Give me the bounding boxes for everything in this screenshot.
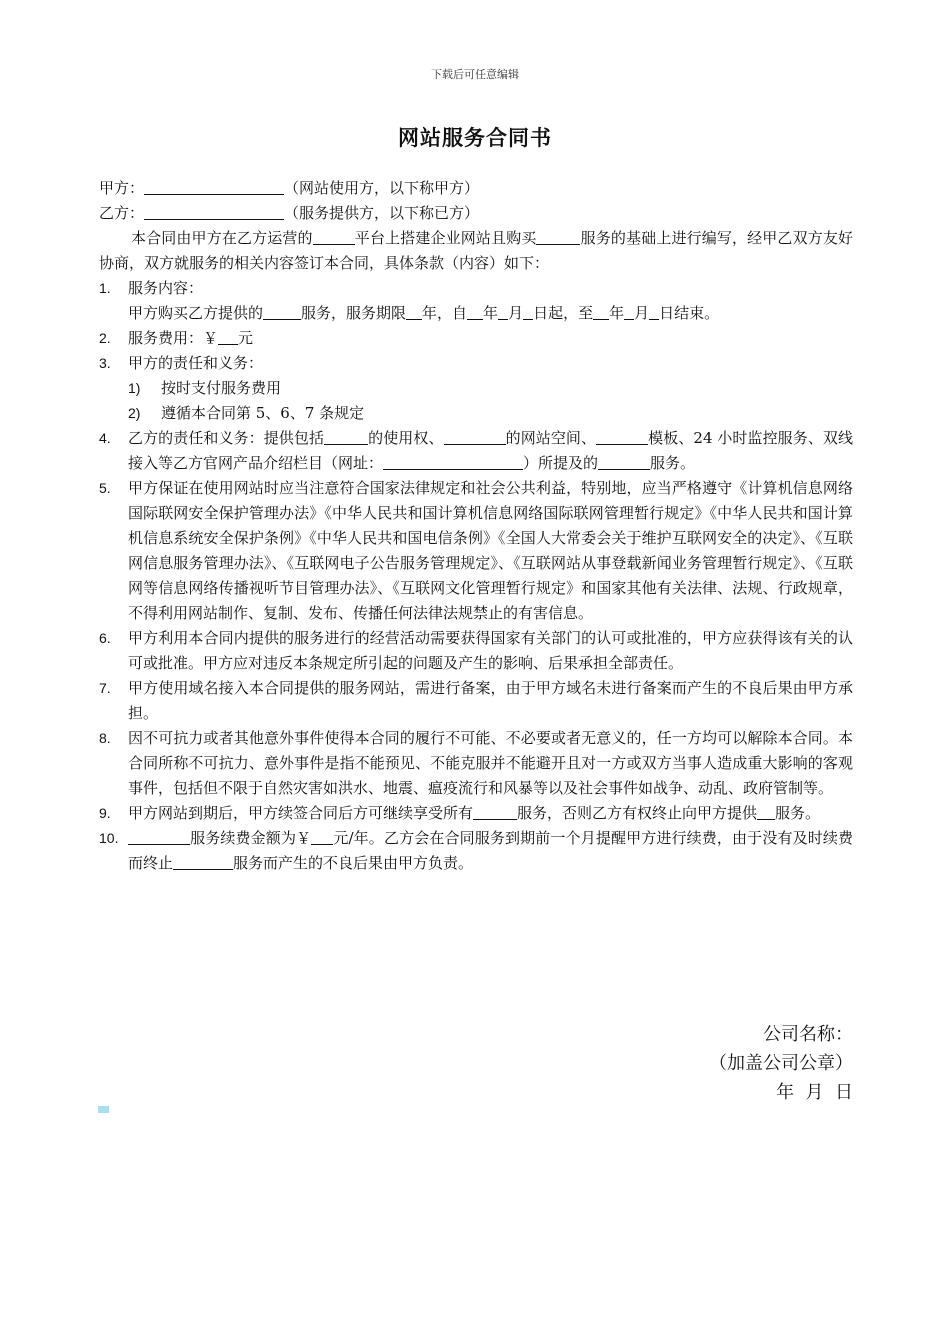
clause-2-text: 服务费用：￥ bbox=[128, 329, 219, 347]
clause-10-text: 服务续费金额为￥ bbox=[190, 829, 312, 847]
url-blank bbox=[383, 453, 523, 470]
clause-4-text: 的使用权、 bbox=[368, 429, 444, 447]
clause-9 bbox=[99, 801, 853, 826]
clause-3 bbox=[99, 351, 853, 376]
clause-4-text: 模板、24 小时监控服务、双线接入等乙方官网产品介绍栏目（网址： bbox=[128, 429, 853, 472]
blank bbox=[473, 803, 517, 820]
clause-5-text: 甲方保证在使用网站时应当注意符合国家法律规定和社会公共利益，特别地，应当严格遵守《计算机信息网络国际联网安全保护管理办法》《中华人民共和国计算机信息网络国际联网管理暂行规定》《中华人民共和国计算机信息系统安全保护条例》《中华人民共和国电信条例》《全国人大常委会关于维护互联网安全的决定》、《互联网信息服务管理办法》、《互联网电子公告服务管理规定》、《互联网站从事登载新闻业务管理暂行规定》、《互联网等信息网络传播视听节目管理办法》、《互联网文化管理暂行规定》和国家其他有关法律、法规、行政规章，不得利用网站制作、复制、发布、传播任何法律法规禁止的有害信息。 bbox=[128, 479, 853, 622]
fee-blank bbox=[218, 328, 238, 345]
clause-10-text: 元/年。乙方会在合同服务到期前一个月提醒甲方进行续费，由于没有及时续费而终止 bbox=[128, 829, 853, 872]
clause-9-text: 甲方网站到期后，甲方续签合同后方可继续享受所有 bbox=[128, 804, 474, 822]
clause-6-text: 甲方利用本合同内提供的服务进行的经营活动需要获得国家有关部门的认可或批准的，甲方应获得该有关的认可或批准。甲方应对违反本条规定所引起的问题及产生的影响、后果承担全部责任。 bbox=[128, 629, 853, 672]
party-b-blank bbox=[144, 203, 284, 220]
cursor-marker bbox=[98, 1106, 109, 1113]
clause-8 bbox=[99, 726, 853, 801]
clause-7 bbox=[99, 676, 853, 726]
party-b-line bbox=[99, 201, 853, 226]
party-a-label: 甲方： bbox=[99, 179, 145, 197]
clause-1-text: 月 bbox=[508, 304, 524, 322]
intro-text-3: 服务的基础上进行编写，经甲乙双方友好协商，双方就服务的相关内容签订本合同，具体条款（内容）如下： bbox=[99, 229, 853, 272]
sub-text: 按时支付服务费用 bbox=[161, 379, 282, 397]
clause-3-sub-1 bbox=[99, 376, 853, 401]
clause-1-text: 日起，至 bbox=[533, 304, 594, 322]
blank bbox=[498, 303, 508, 320]
contract-body bbox=[99, 176, 853, 876]
clause-4-text: 服务。 bbox=[650, 454, 696, 472]
clause-4 bbox=[99, 426, 853, 476]
clause-2 bbox=[99, 326, 853, 351]
clause-5 bbox=[99, 476, 853, 626]
blank bbox=[324, 428, 368, 445]
clause-number: 7. bbox=[99, 680, 111, 696]
clause-1-body bbox=[128, 301, 853, 326]
blank bbox=[467, 303, 483, 320]
sub-text: 遵循本合同第 5、6、7 条规定 bbox=[161, 404, 365, 422]
clause-number: 4. bbox=[99, 430, 111, 446]
blank bbox=[263, 303, 301, 320]
blank bbox=[444, 428, 506, 445]
party-a-line bbox=[99, 176, 853, 201]
blank bbox=[406, 303, 422, 320]
clause-number: 1. bbox=[99, 280, 111, 296]
clause-number: 9. bbox=[99, 805, 111, 821]
blank bbox=[523, 303, 533, 320]
clause-1-text: 甲方购买乙方提供的 bbox=[128, 304, 264, 322]
clause-1-text: 年，自 bbox=[422, 304, 468, 322]
clause-number: 8. bbox=[99, 730, 111, 746]
clause-number: 3. bbox=[99, 355, 111, 371]
clause-1-text: 年 bbox=[483, 304, 499, 322]
sub-number: 1) bbox=[128, 380, 141, 396]
company-name-label: 公司名称： bbox=[763, 1024, 853, 1045]
clause-1-title: 服务内容： bbox=[128, 279, 204, 297]
company-seal-label: （加盖公司公章） bbox=[709, 1053, 853, 1074]
clause-4-text: ）所提及的 bbox=[523, 454, 599, 472]
clause-9-text: 服务，否则乙方有权终止向甲方提供 bbox=[517, 804, 758, 822]
intro-text-2: 平台上搭建企业网站且购买 bbox=[354, 229, 537, 247]
blank bbox=[757, 803, 775, 820]
sub-number: 2) bbox=[128, 405, 141, 421]
clause-10-text: 服务而产生的不良后果由甲方负责。 bbox=[233, 854, 474, 872]
party-b-note: （服务提供方，以下称已方） bbox=[284, 204, 480, 222]
party-b-label: 乙方： bbox=[99, 204, 145, 222]
renewal-fee-blank bbox=[311, 828, 333, 845]
clause-9-text: 服务。 bbox=[775, 804, 821, 822]
clause-1-text: 日结束。 bbox=[659, 304, 720, 322]
clause-1-text: 月 bbox=[634, 304, 650, 322]
header-note: 下载后可任意编辑 bbox=[431, 68, 519, 81]
platform-blank bbox=[313, 228, 355, 245]
clause-1-text: 服务，服务期限 bbox=[301, 304, 407, 322]
document-title: 网站服务合同书 bbox=[398, 125, 552, 150]
clause-number: 6. bbox=[99, 630, 111, 646]
clause-2-unit: 元 bbox=[238, 329, 254, 347]
clause-number: 5. bbox=[99, 480, 111, 496]
clause-1-text: 年 bbox=[609, 304, 625, 322]
clause-3-sub-2 bbox=[99, 401, 853, 426]
clause-4-text: 乙方的责任和义务：提供包括 bbox=[128, 429, 325, 447]
signature-block bbox=[709, 1020, 853, 1107]
clause-6 bbox=[99, 626, 853, 676]
clause-3-title: 甲方的责任和义务： bbox=[128, 354, 264, 372]
intro-paragraph bbox=[99, 226, 853, 276]
clause-1 bbox=[99, 276, 853, 326]
blank bbox=[128, 828, 190, 845]
blank bbox=[173, 853, 233, 870]
service-blank bbox=[536, 228, 580, 245]
date-label: 年 月 日 bbox=[776, 1082, 853, 1103]
clause-4-text: 的网站空间、 bbox=[505, 429, 597, 447]
clause-7-text: 甲方使用域名接入本合同提供的服务网站，需进行备案，由于甲方域名未进行备案而产生的不良后果由甲方承担。 bbox=[128, 679, 853, 722]
intro-text-1: 本合同由甲方在乙方运营的 bbox=[131, 229, 313, 247]
blank bbox=[598, 453, 650, 470]
party-a-note: （网站使用方，以下称甲方） bbox=[284, 179, 480, 197]
blank bbox=[649, 303, 659, 320]
clause-8-text: 因不可抗力或者其他意外事件使得本合同的履行不可能、不必要或者无意义的，任一方均可以解除本合同。本合同所称不可抗力、意外事件是指不能预见、不能克服并不能避开且对一方或双方当事人造成重大影响的客观事件，包括但不限于自然灾害如洪水、地震、瘟疫流行和风暴等以及社会事件如战争、动乱、政府管制等。 bbox=[128, 729, 853, 797]
clause-number: 10. bbox=[99, 830, 119, 846]
blank bbox=[624, 303, 634, 320]
clause-10 bbox=[99, 826, 853, 876]
blank bbox=[593, 303, 609, 320]
blank bbox=[596, 428, 648, 445]
party-a-blank bbox=[144, 178, 284, 195]
clause-number: 2. bbox=[99, 330, 111, 346]
